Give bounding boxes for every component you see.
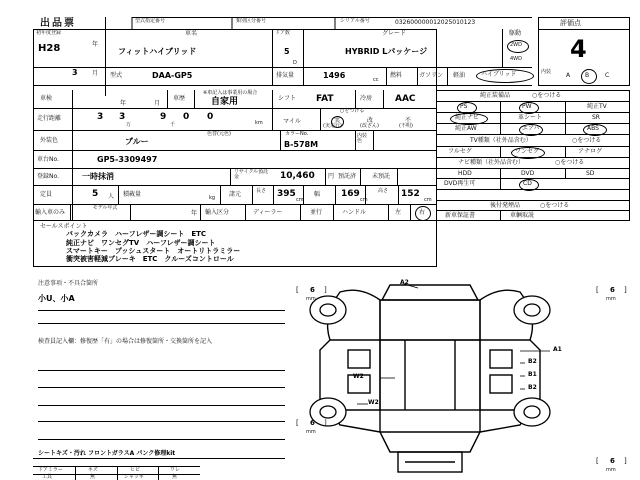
- odo-tsukeru: ○をつける: [340, 108, 365, 114]
- inspection-month-unit: 月: [154, 100, 161, 107]
- first-reg-year: H28: [38, 43, 61, 54]
- tire-fr-bracket-close: ]: [624, 286, 627, 294]
- tire-rr-bracket: [: [596, 457, 599, 465]
- selling-point-line-2: 純正ナビ ワンセグTV ハーフレザー調シート: [66, 239, 216, 247]
- navi-tsukeru: ○をつける: [555, 159, 585, 166]
- tire-fr-bracket: [: [596, 286, 599, 294]
- chassis-label: 車台No.: [37, 156, 59, 163]
- width-label: 幅: [314, 191, 321, 198]
- tire-rl-mm: mm: [306, 429, 316, 435]
- parallel-label: 並行: [310, 209, 323, 216]
- footer-col-4: ワレ: [170, 467, 181, 473]
- mileage-label: 走行距離: [37, 115, 62, 122]
- model-year-unit: 年: [191, 210, 198, 217]
- odo-fu: 不: [405, 117, 412, 124]
- notes-value: 小U、小A: [38, 294, 75, 303]
- equip-ps: PS: [460, 103, 468, 110]
- model-year-label: モデル年式: [92, 205, 118, 211]
- year-unit: 年: [92, 41, 99, 48]
- odo-note-3: (不明): [399, 123, 413, 129]
- mileage-digit-4: 0: [183, 112, 190, 122]
- sheet-title: 出品票: [40, 18, 76, 29]
- tire-rl-bracket-close: ]: [324, 419, 327, 427]
- width-value: 169: [341, 189, 360, 199]
- selling-points-label: セールスポイント: [40, 223, 88, 230]
- mileage-digit-5: 0: [207, 112, 214, 122]
- mark-w2-rear: W2: [368, 399, 379, 406]
- tire-rl-value: 6: [310, 419, 315, 427]
- manual-label: 車輌取説: [510, 212, 535, 219]
- tire-fr-value: 6: [610, 286, 615, 294]
- color-value: ブルー: [125, 137, 149, 146]
- miles-label: マイル: [283, 118, 301, 125]
- navi-sd: SD: [586, 170, 595, 177]
- tv-fullseg: フルセグ: [448, 148, 472, 155]
- tv-analog: アナログ: [578, 148, 603, 155]
- class-number-label: 類別区分番号: [236, 18, 267, 24]
- tire-rr-value: 6: [610, 457, 615, 465]
- door-d: D: [293, 60, 297, 66]
- first-reg-month: 3: [72, 68, 78, 77]
- reg-label: 登録No.: [37, 173, 59, 180]
- mileage-sen: 千: [170, 122, 176, 128]
- hybrid-label: ハイブリッド: [481, 71, 517, 78]
- recycle-value: 10,460: [280, 171, 315, 181]
- later-tsukeru: ○をつける: [540, 202, 570, 209]
- drive-4wd: 4WD: [510, 56, 522, 62]
- inspector-label: 検査員記入欄：修復歴「有」の場合は修復箇所・交換箇所を記入: [38, 338, 213, 345]
- drive-label: 駆動: [509, 30, 522, 37]
- mark-b1: B1: [528, 371, 537, 378]
- footer-val-1: 工具: [42, 474, 53, 480]
- selling-point-line-3: スマートキー プッシュスタート オートリトラミラー: [66, 247, 241, 255]
- km-unit: km: [255, 120, 263, 126]
- equip-aw: 純正AW: [455, 125, 477, 132]
- usage-value: 自家用: [211, 97, 239, 107]
- height-label: 高さ: [378, 188, 389, 194]
- tire-rr-bracket-close: ]: [624, 457, 627, 465]
- dealer-label: ディーラー: [253, 209, 283, 216]
- drive-2wd: 2WD: [510, 42, 522, 48]
- equip-pw: PW: [522, 103, 532, 110]
- car-name-value: フィットハイブリッド: [118, 47, 197, 56]
- import-class-label: 輸入区分: [205, 209, 230, 216]
- ac-label: 冷房: [360, 95, 373, 102]
- tire-rl-bracket: [: [296, 419, 299, 427]
- serial-label: シリアル番号: [340, 18, 370, 24]
- tire-fr-mm: mm: [606, 296, 616, 302]
- footer-col-2: キズ: [88, 467, 98, 473]
- length-cm: cm: [296, 197, 304, 203]
- length-label: 長さ: [256, 188, 267, 194]
- seat-label: シートキズ・汚れ フロントガラスA パンク修理kit: [38, 450, 176, 457]
- navi-hdd: HDD: [458, 170, 472, 177]
- navi-header: ナビ種類（社外品含む）: [458, 159, 525, 166]
- grade-value: HYBRID Lパッケージ: [345, 47, 428, 56]
- interior-color-label: 内装色: [357, 133, 368, 144]
- serial-value: 032600000012025010123: [395, 19, 476, 26]
- equip-airbag: エアバ: [522, 125, 540, 132]
- recycle-done: 預託済: [338, 173, 357, 180]
- equip-header: 純正装備品: [480, 92, 511, 99]
- tv-tsukeru: ○をつける: [572, 137, 602, 144]
- grade-score-value: 4: [570, 35, 587, 63]
- height-value: 152: [401, 189, 420, 199]
- color-label: 外装色: [40, 137, 59, 144]
- tire-fl-bracket-close: ]: [324, 286, 327, 294]
- grade-label: グレード: [382, 30, 407, 37]
- model-value: DAA-GP5: [152, 71, 193, 80]
- navi-cd: CD: [523, 180, 532, 187]
- mark-w2-left: W2: [353, 373, 364, 380]
- equip-abs: ABS: [587, 125, 599, 132]
- mark-b2-lower: B2: [528, 384, 537, 391]
- tv-oneseg: ワンセグ: [515, 148, 540, 155]
- interior-b: B: [585, 72, 590, 79]
- notes-label: 注意事項・不具合箇所: [38, 280, 99, 287]
- odo-note-1: (実走行): [323, 123, 342, 129]
- ac-value: AAC: [395, 94, 416, 104]
- mark-a2: A2: [400, 279, 409, 286]
- type-cert-label: 型式指定番号: [135, 18, 166, 24]
- recycle-unit: 円: [328, 173, 335, 180]
- warranty-label: 新車保証書: [445, 212, 476, 219]
- load-label: 積載量: [123, 191, 142, 198]
- navi-dvd-play: DVD再生可: [444, 180, 476, 187]
- footer-val-3: ジャッキ: [124, 474, 144, 480]
- later-header: 後付発煙品: [490, 202, 521, 209]
- cc-unit: cc: [373, 77, 379, 83]
- left-handle: 左: [395, 209, 402, 216]
- footer-val-4: 無: [172, 474, 178, 480]
- capacity-value: 5: [92, 189, 99, 199]
- footer-val-2: 無: [90, 474, 96, 480]
- tire-circles: [310, 296, 550, 426]
- interior-label: 内装: [541, 69, 552, 75]
- equip-leather: 革シート: [518, 114, 543, 121]
- mark-b2-upper: B2: [528, 358, 537, 365]
- tire-fl-value: 6: [310, 286, 315, 294]
- dims-label: 諸元: [229, 191, 242, 198]
- right-handle: 右: [419, 209, 426, 216]
- displacement-value: 1496: [323, 71, 346, 80]
- equip-navi: 純正ナビ: [455, 114, 480, 121]
- inspection-label: 車検: [40, 95, 53, 102]
- usage-note: ※車記入は事業用の場合: [203, 90, 258, 96]
- door-value: 5: [284, 47, 290, 56]
- usage-label: 車歴: [173, 95, 186, 102]
- capacity-label: 定員: [40, 191, 53, 198]
- height-cm: cm: [424, 197, 432, 203]
- shift-label: シフト: [278, 95, 297, 102]
- mileage-digit-2: 3: [119, 112, 126, 122]
- inspection-year-unit: 年: [120, 100, 127, 107]
- light-oil-label: 軽油: [453, 72, 466, 79]
- mark-a1: A1: [553, 346, 562, 353]
- mileage-digit-3: 9: [160, 112, 167, 122]
- recycle-label: リサイクル預託金: [234, 169, 269, 180]
- shift-value: FAT: [316, 94, 334, 104]
- first-reg-label: 初年度登録: [36, 30, 62, 36]
- selling-point-line-4: 衝突被害軽減ブレーキ ETC クルーズコントロール: [66, 255, 234, 263]
- equip-sr: SR: [592, 114, 600, 121]
- recycle-not: 未預託: [372, 173, 391, 180]
- grade-score-label: 評価点: [560, 19, 581, 27]
- length-value: 395: [277, 189, 296, 199]
- car-name-label: 車名: [185, 30, 198, 37]
- import-label: 輸入車のみ: [35, 209, 66, 216]
- mileage-digit-1: 3: [97, 112, 104, 122]
- load-unit: kg: [209, 195, 216, 201]
- equip-tsukeru: ○をつける: [532, 92, 562, 99]
- chassis-value: GP5-3309497: [97, 155, 158, 164]
- displacement-label: 排気量: [276, 72, 295, 79]
- fuel-value: ガソリン: [419, 72, 444, 79]
- selling-point-line-1: バックカメラ ハーフレザー調シート ETC: [66, 230, 207, 238]
- footer-col-3: ヒビ: [130, 467, 141, 473]
- tv-header: TV種類（社外品含む）: [470, 137, 532, 144]
- odo-kai: 改: [367, 117, 374, 124]
- tire-fl-mm: mm: [306, 296, 316, 302]
- equip-tv: 純正TV: [587, 103, 607, 110]
- door-label: ドア数: [275, 30, 290, 36]
- odo-jitsu: 実: [334, 117, 341, 124]
- tire-fl-bracket: [: [296, 286, 299, 294]
- navi-dvd: DVD: [521, 170, 535, 177]
- capacity-unit: 人: [108, 193, 115, 200]
- tire-rr-mm: mm: [606, 467, 616, 473]
- model-label: 型式: [110, 72, 123, 79]
- interior-c: C: [605, 72, 610, 79]
- handle-label: ハンドル: [342, 209, 367, 216]
- original-color-label: 色替(元色): [207, 131, 231, 137]
- mileage-man: 万: [126, 122, 132, 128]
- odo-note-2: (改ざん): [360, 123, 379, 129]
- reg-value: 一時抹消: [82, 172, 114, 181]
- color-number-value: B-578M: [284, 140, 319, 149]
- footer-col-1: ドアミラー: [38, 467, 63, 473]
- width-cm: cm: [360, 197, 368, 203]
- interior-a: A: [566, 72, 571, 79]
- color-number-label: カラーNo.: [285, 131, 309, 137]
- month-unit: 月: [92, 70, 99, 77]
- fuel-label: 燃料: [390, 72, 403, 79]
